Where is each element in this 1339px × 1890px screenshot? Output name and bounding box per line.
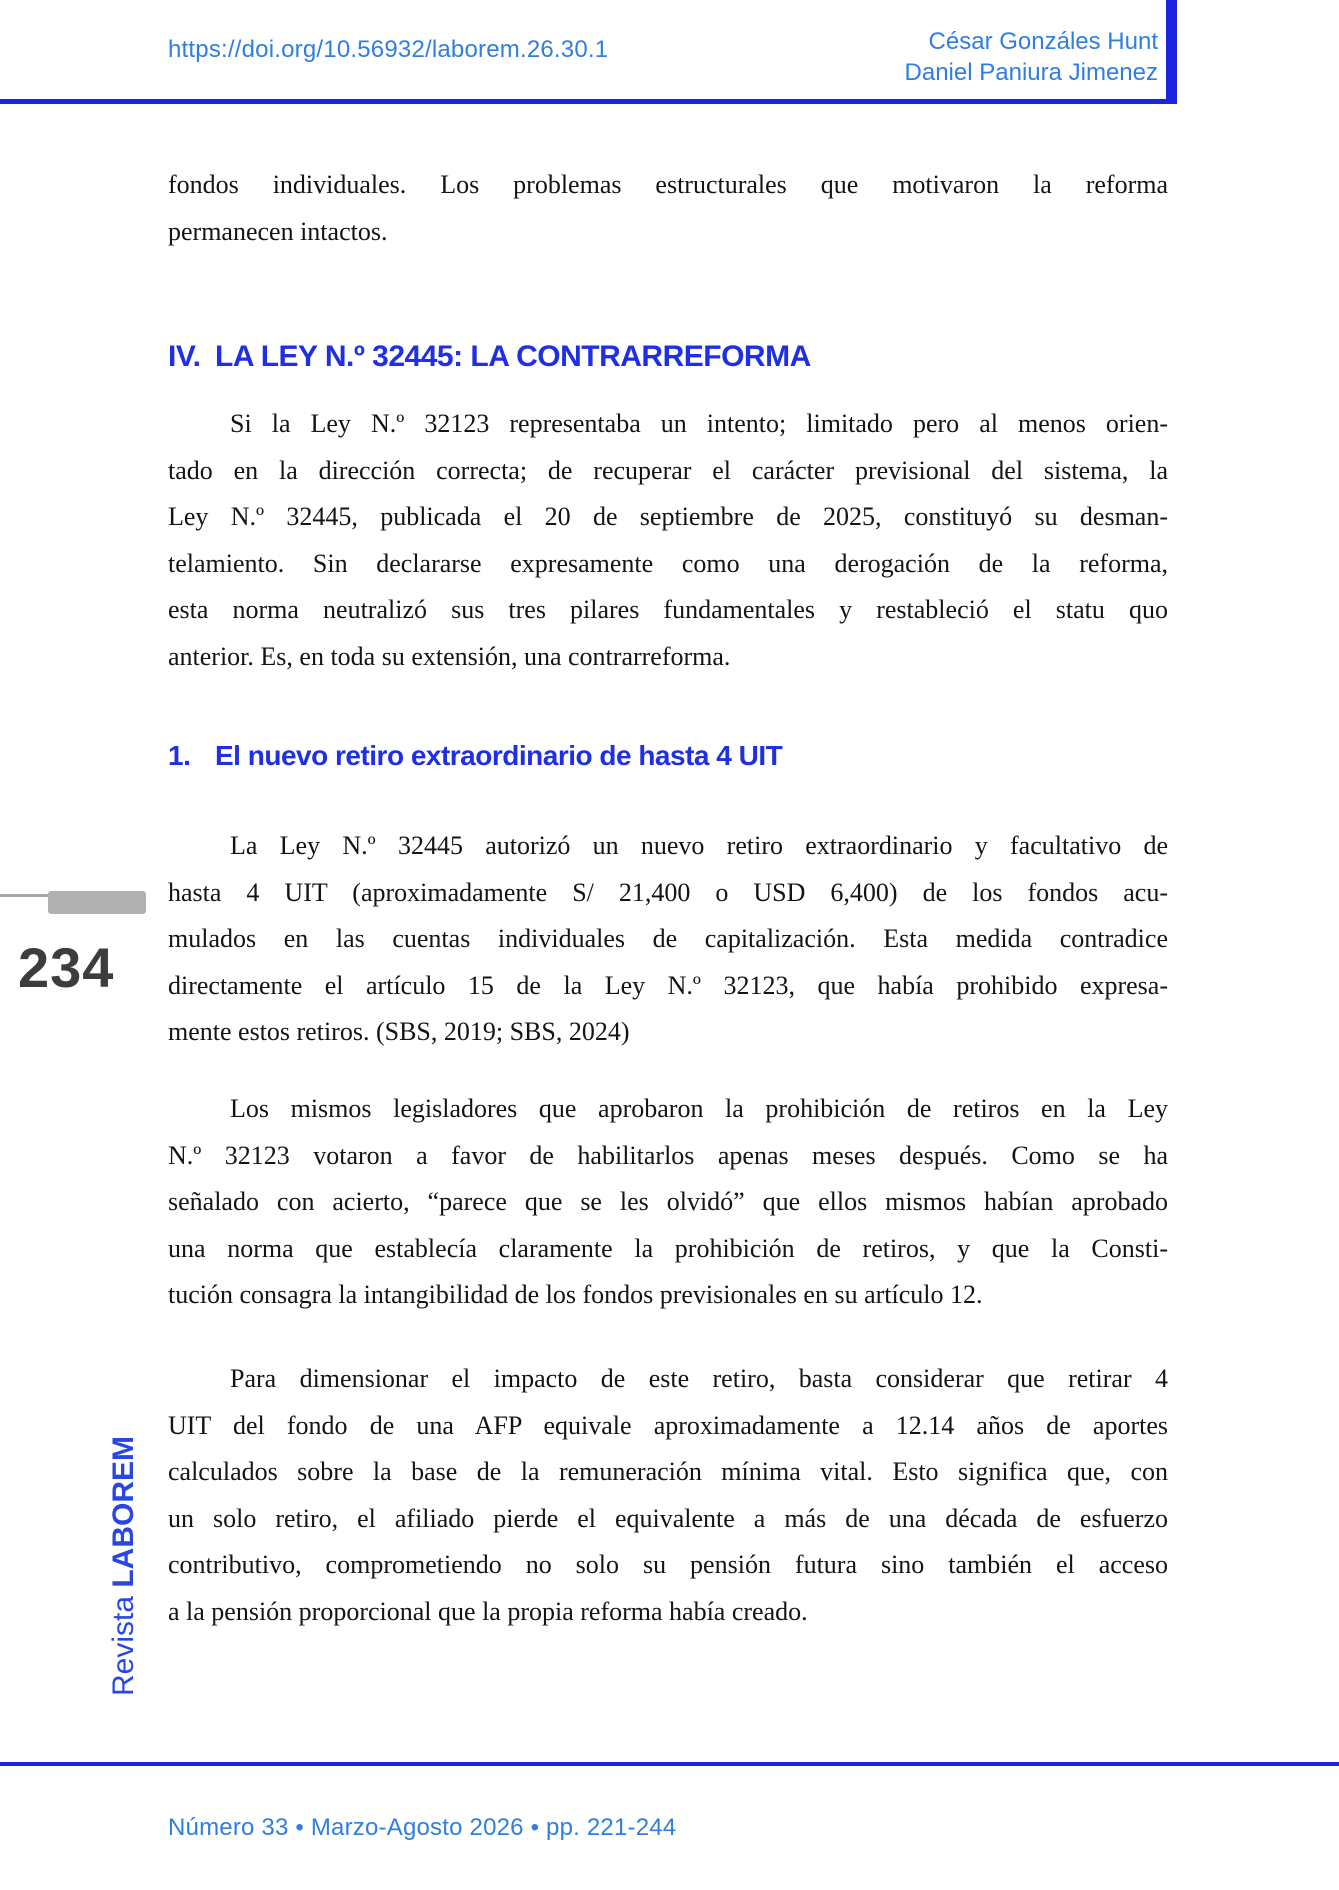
text-line: contributivo, comprometiendo no solo su pensión futura sino también el acceso — [168, 1550, 1168, 1579]
margin-rule — [0, 894, 48, 897]
text-line: a la pensión proporcional que la propia reforma había creado. — [168, 1596, 808, 1626]
text-line: La Ley N.º 32445 autorizó un nuevo retiro extraordinario y facultativo de — [230, 831, 1168, 860]
text-line: directamente el artículo 15 de la Ley N.º 32123, que había prohibido expresa- — [168, 970, 1168, 1000]
text-line: Si la Ley N.º 32123 representaba un intento; limitado pero al menos orien- — [230, 409, 1168, 438]
text-line: hasta 4 UIT (aproximadamente S/ 21,400 o USD 6,400) de los fondos acu- — [168, 877, 1168, 907]
footer-issue-info: Número 33 • Marzo-Agosto 2026 • pp. 221-244 — [168, 1814, 677, 1841]
author-1: César Gonzáles Hunt — [928, 28, 1158, 55]
text-line: N.º 32123 votaron a favor de habilitarlos apenas meses después. Como se ha — [168, 1140, 1168, 1170]
author-names — [905, 26, 1158, 88]
text-line: calculados sobre la base de la remuneración mínima vital. Esto significa que, con — [168, 1457, 1168, 1486]
text-line: tución consagra la intangibilidad de los fondos previsionales en su artículo 12. — [168, 1280, 983, 1309]
text-line: tado en la dirección correcta; de recuperar el carácter previsional del sistema, la — [168, 455, 1168, 485]
paragraph-sub1-1 — [168, 823, 1168, 1056]
journal-name-bold: LABOREM — [107, 1435, 140, 1588]
subsection-title: El nuevo retiro extraordinario de hasta 4 UIT — [215, 740, 783, 771]
header-accent-bar — [1166, 0, 1177, 104]
text-line: esta norma neutralizó sus tres pilares fundamentales y restableció el statu quo — [168, 595, 1168, 624]
journal-vertical-label — [107, 1426, 149, 1706]
author-2: Daniel Paniura Jimenez — [904, 59, 1158, 86]
text-line: Los mismos legisladores que aprobaron la prohibición de retiros en la Ley — [230, 1094, 1168, 1123]
journal-name-regular: Revista — [107, 1595, 140, 1697]
paragraph-section4 — [168, 401, 1168, 680]
text-line: mulados en las cuentas individuales de capitalización. Esta medida contradice — [168, 924, 1168, 953]
paragraph-sub1-3 — [168, 1356, 1168, 1635]
footer-rule — [0, 1762, 1339, 1766]
header-rule — [0, 99, 1177, 104]
section-number: IV. — [168, 340, 201, 373]
text-line: permanecen intactos. — [168, 216, 388, 246]
text-line: un solo retiro, el afiliado pierde el equivalente a más de una década de esfuerzo — [168, 1503, 1168, 1533]
page-number: 234 — [18, 936, 115, 999]
text-line: Ley N.º 32445, publicada el 20 de septiembre de 2025, constituyó su desman- — [168, 502, 1168, 531]
text-line: señalado con acierto, “parece que se les olvidó” que ellos mismos habían aprobado — [168, 1187, 1168, 1216]
paragraph-sub1-2 — [168, 1086, 1168, 1319]
subsection-heading-1 — [168, 740, 782, 772]
text-line: telamiento. Sin declararse expresamente como una derogación de la reforma, — [168, 548, 1168, 578]
section-title: LA LEY N.º 32445: LA CONTRARREFORMA — [215, 340, 811, 373]
paragraph-intro — [168, 162, 1168, 255]
margin-tab — [48, 891, 146, 914]
doi-link[interactable]: https://doi.org/10.56932/laborem.26.30.1 — [168, 36, 609, 63]
text-line: mente estos retiros. (SBS, 2019; SBS, 2024) — [168, 1017, 630, 1046]
text-line: UIT del fondo de una AFP equivale aproximadamente a 12.14 años de aportes — [168, 1410, 1168, 1440]
text-line: una norma que establecía claramente la prohibición de retiros, y que la Consti- — [168, 1233, 1168, 1263]
section-heading-iv — [168, 340, 811, 374]
text-line: Para dimensionar el impacto de este retiro, basta considerar que retirar 4 — [230, 1364, 1168, 1393]
subsection-number: 1. — [168, 740, 191, 771]
text-line: fondos individuales. Los problemas estructurales que motivaron la reforma — [168, 170, 1168, 199]
text-line: anterior. Es, en toda su extensión, una contrarreforma. — [168, 641, 731, 671]
